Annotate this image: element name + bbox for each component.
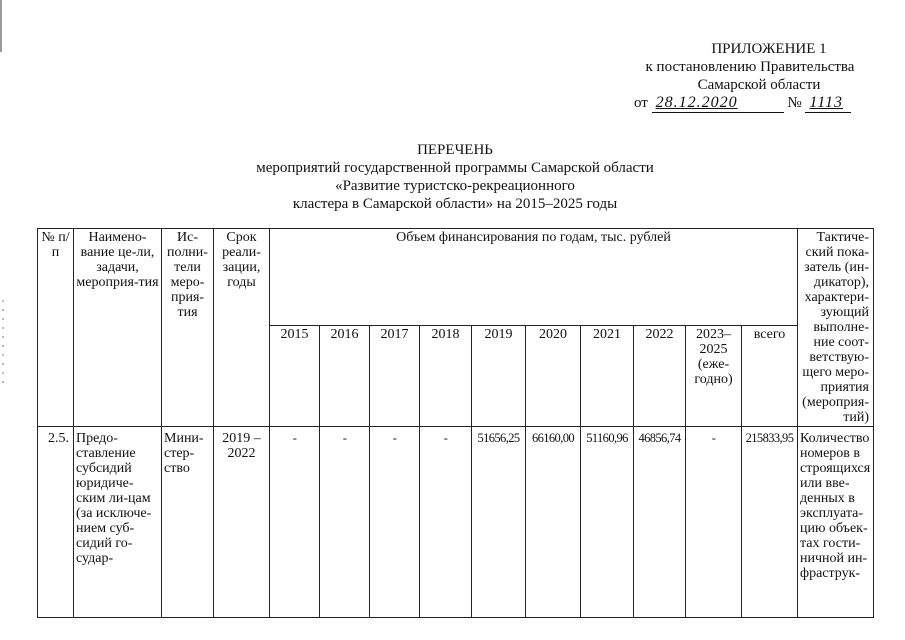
document-heading [200,141,710,213]
row-value: 51656,25 [472,427,526,618]
row-value: 51160,96 [581,427,634,618]
year-header: 2020 [526,326,581,427]
appendix-line-2: к постановлению Правительства [645,59,855,75]
row-value: - [686,427,742,618]
year-header: 2018 [420,326,472,427]
row-value: 66160,00 [526,427,581,618]
date-field [652,94,784,113]
heading-line-2: «Развитие туристско-рекреационного [335,178,575,194]
date-value: 28.12.2020 [655,94,738,111]
year-header: всего [742,326,798,427]
heading-title: ПЕРЕЧЕНЬ [417,142,493,158]
appendix-block [600,40,900,113]
year-header: 2015 [270,326,320,427]
row-value: 215833,95 [742,427,798,618]
row-value: - [420,427,472,618]
year-header: 2022 [634,326,686,427]
header-num: № п/п [38,229,74,427]
year-header: 2016 [320,326,370,427]
row-executor: Мини-стер-ство [162,427,214,618]
number-prefix: № [787,95,802,111]
appendix-title: ПРИЛОЖЕНИЕ 1 [711,41,827,57]
measures-table [37,228,874,618]
heading-line-1: мероприятий государственной программы Самарской области [256,160,654,176]
header-term: Срок реали-зации, годы [214,229,270,427]
date-prefix: от [634,95,648,111]
row-name: Предо-ставление субсидий юридиче-ским ли-цам (за исключе-нием суб-сидий го-судар- [74,427,162,618]
number-value: 1113 [809,94,844,111]
row-indicator: Количество номеров в строящихся или вве-денных в эксплуата-цию объек-тах гости-ничной ин-фраструк- [798,427,874,618]
year-header: 2017 [370,326,420,427]
year-header: 2023–2025 (еже-годно) [686,326,742,427]
scan-edge-mark [0,0,2,52]
scan-edge-dots [2,300,4,390]
row-value: 46856,74 [634,427,686,618]
appendix-date-line [600,94,900,113]
number-field [805,94,851,113]
row-value: - [370,427,420,618]
row-value: - [270,427,320,618]
header-name: Наимено-вание це-ли, задачи, мероприя-тия [74,229,162,427]
header-indicator: Тактиче-ский пока-затель (ин-дикатор), характери-зующий выполне-ние соот-ветствую-щего меро-приятия (мероприя-тий) [798,229,874,427]
year-header: 2019 [472,326,526,427]
year-header: 2021 [581,326,634,427]
header-executors: Ис-полни-тели меро-прия-тия [162,229,214,427]
heading-line-3: кластера в Самарской области» на 2015–2025 годы [292,196,618,212]
row-num: 2.5. [38,427,74,618]
appendix-line-3: Самарской области [697,77,821,93]
header-funding: Объем финансирования по годам, тыс. рублей [270,229,798,326]
row-term: 2019 – 2022 [214,427,270,618]
row-value: - [320,427,370,618]
table-row [38,427,874,618]
